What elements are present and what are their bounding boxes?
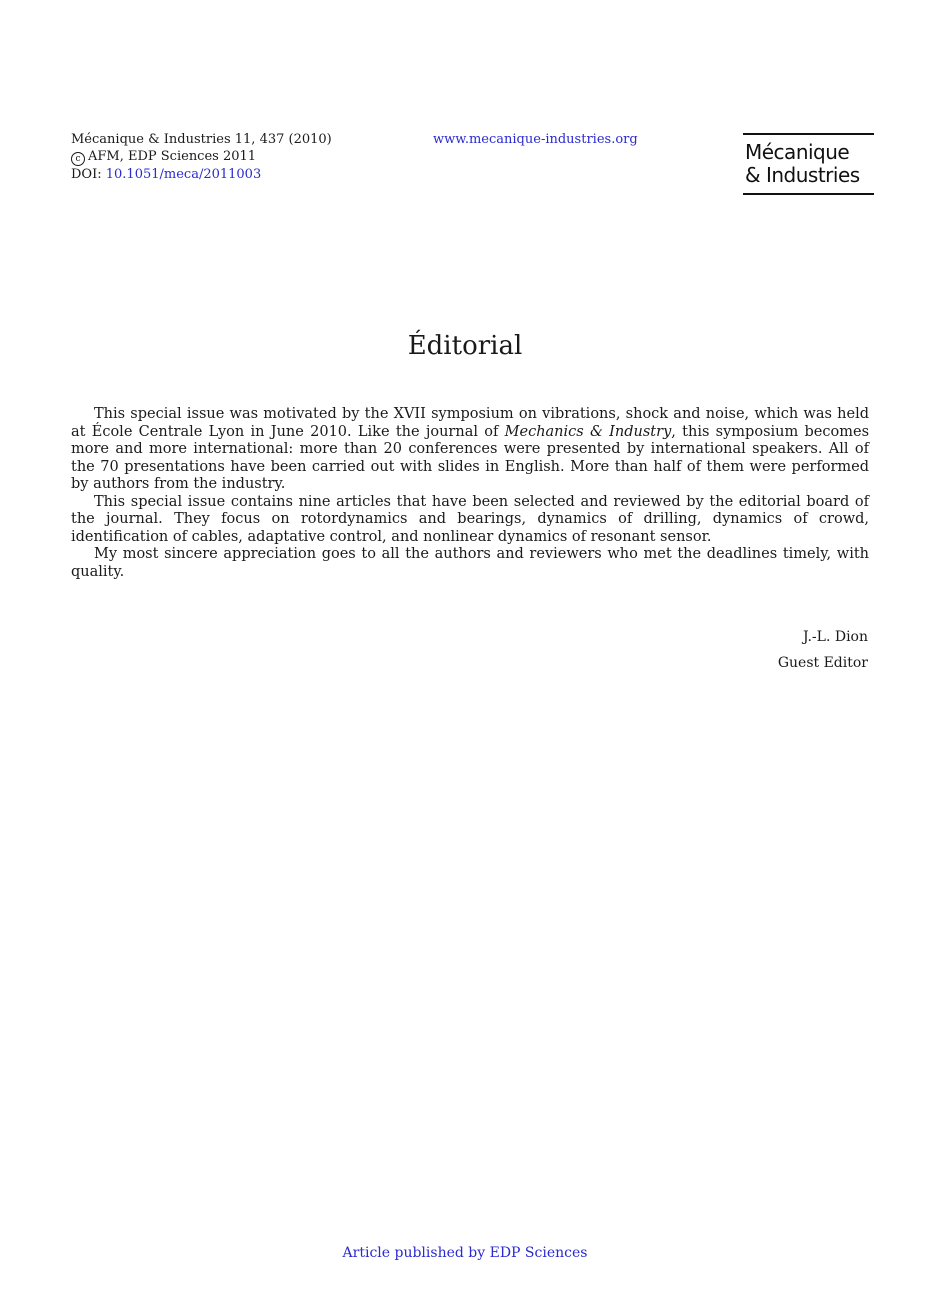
publisher-footer-link[interactable]: Article published by EDP Sciences — [342, 1245, 588, 1261]
logo-line-2: & Industries — [745, 163, 860, 187]
copyright-icon: c — [71, 152, 85, 166]
signature-name: J.-L. Dion — [802, 629, 868, 645]
doi-label: DOI: — [71, 167, 102, 182]
copyright-text: AFM, EDP Sciences 2011 — [88, 149, 257, 164]
doi-link[interactable]: 10.1051/meca/2011003 — [105, 167, 262, 182]
signature-role: Guest Editor — [777, 655, 868, 671]
article-title: Éditorial — [407, 331, 523, 361]
journal-website-link[interactable]: www.mecanique-industries.org — [433, 132, 638, 147]
paragraph-1-end: , this symposium becomes more and more international: more than 20 conferences were presented by international speakers. All of the 70 presentations have been carried out with slides in English. More than half of them were performed by authors from the industry. — [71, 423, 870, 492]
doi-line — [71, 166, 332, 183]
copyright-line — [71, 148, 332, 166]
journal-citation: Mécanique & Industries 11, 437 (2010) — [71, 132, 332, 147]
paragraph-1-start: This special issue was motivated by the XVII symposium on vibrations, shock and noise, which was held at École Centrale Lyon in June 2010. Like the journal of — [71, 406, 869, 440]
paragraph-3: My most sincere appreciation goes to all the authors and reviewers who met the deadlines timely, with quality. — [71, 546, 869, 580]
article-body — [71, 406, 869, 581]
paragraph-1 — [71, 406, 869, 494]
signature-block — [778, 624, 868, 676]
journal-name-italic: Mechanics & Industry — [504, 423, 672, 440]
logo-line-1: Mécanique — [745, 140, 850, 164]
article-metadata — [71, 131, 332, 183]
journal-logo — [743, 133, 874, 195]
paragraph-2: This special issue contains nine articles that have been selected and reviewed by the editorial board of the journal. They focus on rotordynamics and bearings, dynamics of drilling, dynamics of crowd, identification of cables, adaptative control, and nonlinear dynamics of resonant sensor. — [71, 493, 869, 545]
